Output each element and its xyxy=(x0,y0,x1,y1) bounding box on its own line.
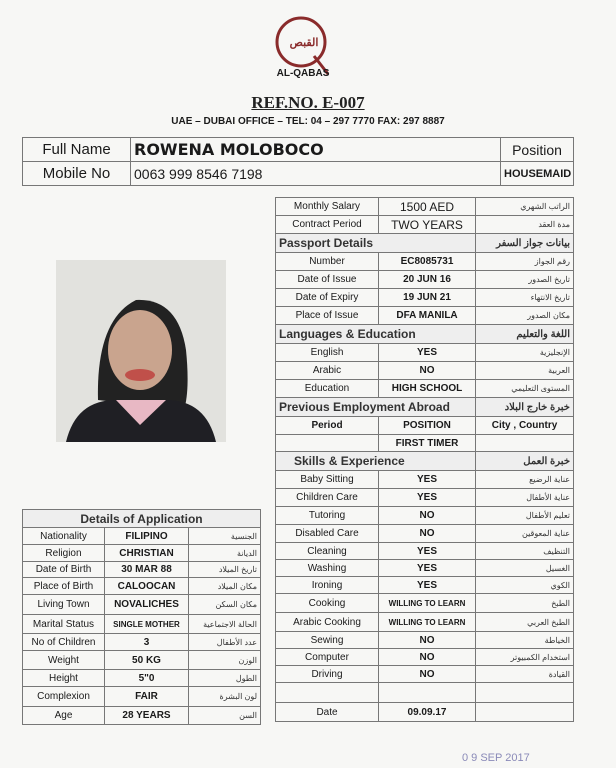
skill-row-label: Children Care xyxy=(276,489,379,507)
education-value: HIGH SCHOOL xyxy=(379,380,476,398)
date-stamp: 0 9 SEP 2017 xyxy=(462,752,530,764)
logo-arabic-text: القبص xyxy=(289,37,319,49)
children-label: No of Children xyxy=(23,634,105,651)
monthly-salary-label: Monthly Salary xyxy=(276,198,379,216)
date-of-birth-label: Date of Birth xyxy=(23,562,105,578)
living-town-label: Living Town xyxy=(23,595,105,615)
application-section-title: Details of Application xyxy=(23,510,261,528)
nationality-value: FILIPINO xyxy=(105,528,189,545)
skills-table xyxy=(275,451,574,722)
place-of-birth-value: CALOOCAN xyxy=(105,578,189,595)
english-value: YES xyxy=(379,344,476,362)
religion-label: Religion xyxy=(23,545,105,562)
full-name-value: ROWENA MOLOBOCO xyxy=(131,138,501,162)
languages-section-title: Languages & Education xyxy=(276,325,476,344)
employment-section-title-arabic: خبرة خارج البلاد xyxy=(476,398,574,417)
mobile-label: Mobile No xyxy=(23,162,131,186)
skill-row-label: Cooking xyxy=(276,594,379,613)
skill-row-value: YES xyxy=(379,560,476,577)
skill-row-value: NO xyxy=(379,507,476,525)
height-arabic: الطول xyxy=(189,670,261,687)
skills-section-title-arabic: خبرة العمل xyxy=(476,452,574,471)
complexion-value: FAIR xyxy=(105,687,189,707)
mobile-value: 0063 999 8546 7198 xyxy=(131,162,501,186)
skill-row-value: NO xyxy=(379,649,476,666)
languages-section-title-arabic: اللغة والتعليم xyxy=(476,325,574,344)
passport-table xyxy=(275,233,574,325)
age-value: 28 YEARS xyxy=(105,707,189,725)
living-town-value: NOVALICHES xyxy=(105,595,189,615)
passport-number-value: EC8085731 xyxy=(379,253,476,271)
arabic-label: Arabic xyxy=(276,362,379,380)
date-of-issue-label: Date of Issue xyxy=(276,271,379,289)
skill-row-label: Ironing xyxy=(276,577,379,594)
skill-row-label: Disabled Care xyxy=(276,525,379,543)
height-label: Height xyxy=(23,670,105,687)
application-table xyxy=(22,509,261,725)
weight-arabic: الوزن xyxy=(189,651,261,670)
complexion-label: Complexion xyxy=(23,687,105,707)
marital-status-value: SINGLE MOTHER xyxy=(105,615,189,634)
english-label: English xyxy=(276,344,379,362)
passport-section-title: Passport Details xyxy=(276,234,476,253)
skill-row-value: NO xyxy=(379,632,476,649)
monthly-salary-arabic: الراتب الشهري xyxy=(476,198,574,216)
employment-first-timer: FIRST TIMER xyxy=(379,435,476,453)
religion-value: CHRISTIAN xyxy=(105,545,189,562)
office-contact-line: UAE – DUBAI OFFICE – TEL: 04 – 297 7770 FAX: 297 8887 xyxy=(171,116,445,127)
date-of-birth-value: 30 MAR 88 xyxy=(105,562,189,578)
date-of-expiry-label: Date of Expiry xyxy=(276,289,379,307)
skill-row-arabic: عناية المعوقين xyxy=(476,525,574,543)
skill-row-value: WILLING TO LEARN xyxy=(379,594,476,613)
skill-row-value: YES xyxy=(379,489,476,507)
marital-status-arabic: الحالة الاجتماعية xyxy=(189,615,261,634)
employment-country-header: City , Country xyxy=(476,417,574,435)
children-arabic: عدد الأطفال xyxy=(189,634,261,651)
skill-row-arabic: تعليم الأطفال xyxy=(476,507,574,525)
skill-row-value: YES xyxy=(379,471,476,489)
skill-row-value: YES xyxy=(379,577,476,594)
skill-row-arabic: القيادة xyxy=(476,666,574,683)
nationality-label: Nationality xyxy=(23,528,105,545)
education-label: Education xyxy=(276,380,379,398)
complexion-arabic: لون البشرة xyxy=(189,687,261,707)
skill-row-label: Cleaning xyxy=(276,543,379,560)
employment-table xyxy=(275,397,574,453)
skill-row-label: Baby Sitting xyxy=(276,471,379,489)
position-label: Position xyxy=(501,138,574,162)
skill-row-label: Washing xyxy=(276,560,379,577)
skill-row-label: Sewing xyxy=(276,632,379,649)
employment-section-title: Previous Employment Abroad xyxy=(276,398,476,417)
skill-row-arabic: الكوي xyxy=(476,577,574,594)
education-arabic: المستوى التعليمي xyxy=(476,380,574,398)
skill-row-label: Computer xyxy=(276,649,379,666)
skill-row-label: Driving xyxy=(276,666,379,683)
passport-number-label: Number xyxy=(276,253,379,271)
english-arabic: الإنجليزية xyxy=(476,344,574,362)
age-label: Age xyxy=(23,707,105,725)
employment-period-cell xyxy=(276,435,379,453)
place-of-issue-value: DFA MANILA xyxy=(379,307,476,325)
company-name: AL-QABAS xyxy=(276,68,330,79)
skill-row-arabic: الغسيل xyxy=(476,560,574,577)
employment-position-header: POSITION xyxy=(379,417,476,435)
position-value: HOUSEMAID xyxy=(501,162,574,186)
date-of-expiry-value: 19 JUN 21 xyxy=(379,289,476,307)
weight-label: Weight xyxy=(23,651,105,670)
age-arabic: السن xyxy=(189,707,261,725)
skill-row-arabic: عناية الأطفال xyxy=(476,489,574,507)
skill-row-value: WILLING TO LEARN xyxy=(379,613,476,632)
date-label: Date xyxy=(276,703,379,722)
skill-row-value: NO xyxy=(379,666,476,683)
monthly-salary-value: 1500 AED xyxy=(379,198,476,216)
header-table xyxy=(22,137,574,186)
passport-section-title-arabic: بيانات جواز السفر xyxy=(476,234,574,253)
skill-row-arabic: التنظيف xyxy=(476,543,574,560)
children-value: 3 xyxy=(105,634,189,651)
employment-country-cell xyxy=(476,435,574,453)
contract-period-label: Contract Period xyxy=(276,216,379,234)
place-of-issue-label: Place of Issue xyxy=(276,307,379,325)
applicant-photo xyxy=(56,260,226,442)
place-of-birth-arabic: مكان الميلاد xyxy=(189,578,261,595)
skill-row-arabic: الخياطة xyxy=(476,632,574,649)
religion-arabic: الديانة xyxy=(189,545,261,562)
salary-table xyxy=(275,197,574,234)
contract-period-arabic: مدة العقد xyxy=(476,216,574,234)
skills-section-title: Skills & Experience xyxy=(276,452,476,471)
arabic-arabic: العربية xyxy=(476,362,574,380)
marital-status-label: Marital Status xyxy=(23,615,105,634)
skill-row-label: Arabic Cooking xyxy=(276,613,379,632)
skill-row-label: Tutoring xyxy=(276,507,379,525)
date-value: 09.09.17 xyxy=(379,703,476,722)
skill-row-arabic: الطبخ xyxy=(476,594,574,613)
living-town-arabic: مكان السكن xyxy=(189,595,261,615)
skill-row-arabic: استخدام الكمبيوتر xyxy=(476,649,574,666)
date-of-issue-arabic: تاريخ الصدور xyxy=(476,271,574,289)
passport-number-arabic: رقم الجواز xyxy=(476,253,574,271)
place-of-issue-arabic: مكان الصدور xyxy=(476,307,574,325)
employment-period-header: Period xyxy=(276,417,379,435)
nationality-arabic: الجنسية xyxy=(189,528,261,545)
date-of-issue-value: 20 JUN 16 xyxy=(379,271,476,289)
skill-row-value: NO xyxy=(379,525,476,543)
languages-table xyxy=(275,324,574,398)
skill-row-value: YES xyxy=(379,543,476,560)
skill-row-arabic: الطبخ العربي xyxy=(476,613,574,632)
height-value: 5"0 xyxy=(105,670,189,687)
date-of-expiry-arabic: تاريخ الانتهاء xyxy=(476,289,574,307)
date-of-birth-arabic: تاريخ الميلاد xyxy=(189,562,261,578)
skill-row-arabic: عناية الرضيع xyxy=(476,471,574,489)
weight-value: 50 KG xyxy=(105,651,189,670)
contract-period-value: TWO YEARS xyxy=(379,216,476,234)
arabic-value: NO xyxy=(379,362,476,380)
full-name-label: Full Name xyxy=(23,138,131,162)
reference-number: REF.NO. E-007 xyxy=(251,93,365,112)
place-of-birth-label: Place of Birth xyxy=(23,578,105,595)
